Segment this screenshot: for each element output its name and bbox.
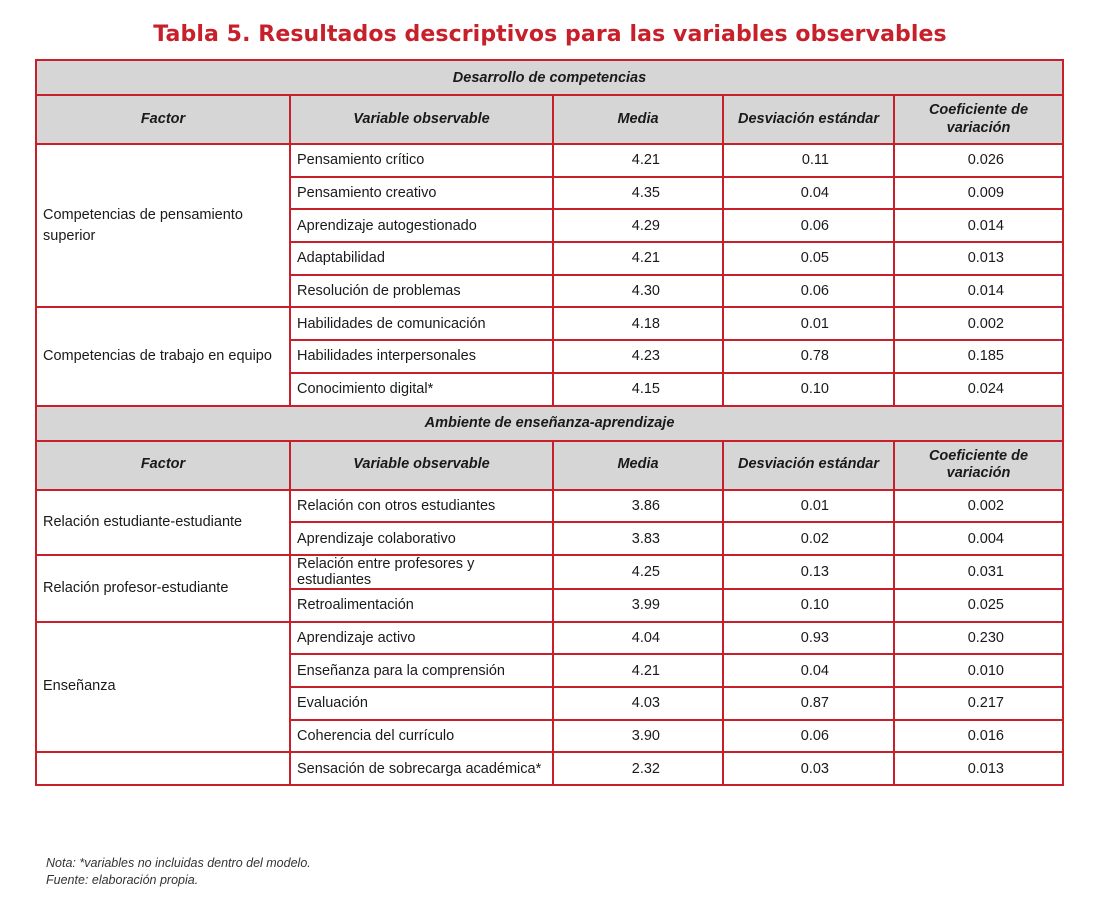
cv-cell: 0.004 <box>894 522 1063 555</box>
results-table-body <box>36 60 1063 785</box>
factor-cell: Competencias de trabajo en equipo <box>36 307 290 405</box>
media-cell: 3.86 <box>553 490 723 523</box>
media-cell: 4.21 <box>553 144 723 177</box>
variable-header: Variable observable <box>290 441 553 490</box>
cv-cell: 0.024 <box>894 373 1063 406</box>
variable-cell: Habilidades interpersonales <box>290 340 553 373</box>
table-row <box>36 307 1063 340</box>
variable-cell: Adaptabilidad <box>290 242 553 275</box>
media-cell: 4.30 <box>553 275 723 308</box>
cv-header: Coeficiente de variación <box>894 441 1063 490</box>
table-row <box>36 752 1063 785</box>
cv-cell: 0.010 <box>894 654 1063 687</box>
factor-header: Factor <box>36 95 290 144</box>
variable-cell: Coherencia del currículo <box>290 720 553 753</box>
variable-cell: Pensamiento creativo <box>290 177 553 210</box>
variable-cell: Aprendizaje activo <box>290 622 553 655</box>
table-row <box>36 622 1063 655</box>
variable-cell: Relación entre profesores y estudiantes <box>290 555 553 589</box>
section-title: Ambiente de enseñanza-aprendizaje <box>36 406 1063 441</box>
variable-cell: Relación con otros estudiantes <box>290 490 553 523</box>
cv-cell: 0.185 <box>894 340 1063 373</box>
variable-cell: Pensamiento crítico <box>290 144 553 177</box>
cv-header: Coeficiente de variación <box>894 95 1063 144</box>
sd-cell: 0.06 <box>723 275 894 308</box>
variable-cell: Enseñanza para la comprensión <box>290 654 553 687</box>
media-cell: 2.32 <box>553 752 723 785</box>
sd-cell: 0.04 <box>723 654 894 687</box>
factor-cell: Relación estudiante-estudiante <box>36 490 290 555</box>
section-header-row <box>36 406 1063 441</box>
table-row <box>36 490 1063 523</box>
variable-cell: Sensación de sobrecarga académica* <box>290 752 553 785</box>
variable-cell: Aprendizaje autogestionado <box>290 209 553 242</box>
table-row <box>36 555 1063 589</box>
media-cell: 4.29 <box>553 209 723 242</box>
cv-cell: 0.031 <box>894 555 1063 589</box>
media-cell: 4.04 <box>553 622 723 655</box>
variable-cell: Habilidades de comunicación <box>290 307 553 340</box>
section-header-row <box>36 60 1063 95</box>
sd-cell: 0.06 <box>723 720 894 753</box>
sd-header: Desviación estándar <box>723 441 894 490</box>
variable-cell: Evaluación <box>290 687 553 720</box>
sd-cell: 0.02 <box>723 522 894 555</box>
cv-cell: 0.014 <box>894 209 1063 242</box>
results-table <box>35 59 1064 786</box>
media-cell: 4.03 <box>553 687 723 720</box>
variable-cell: Retroalimentación <box>290 589 553 622</box>
note-text: Nota: *variables no incluidas dentro del modelo. <box>46 856 311 870</box>
cv-cell: 0.009 <box>894 177 1063 210</box>
cv-cell: 0.026 <box>894 144 1063 177</box>
media-cell: 3.99 <box>553 589 723 622</box>
cv-cell: 0.002 <box>894 307 1063 340</box>
media-cell: 4.25 <box>553 555 723 589</box>
column-header-row <box>36 95 1063 144</box>
media-cell: 4.23 <box>553 340 723 373</box>
media-header: Media <box>553 95 723 144</box>
variable-cell: Aprendizaje colaborativo <box>290 522 553 555</box>
media-cell: 3.90 <box>553 720 723 753</box>
sd-cell: 0.04 <box>723 177 894 210</box>
column-header-row <box>36 441 1063 490</box>
sd-cell: 0.93 <box>723 622 894 655</box>
sd-cell: 0.87 <box>723 687 894 720</box>
factor-header: Factor <box>36 441 290 490</box>
media-cell: 4.18 <box>553 307 723 340</box>
media-header: Media <box>553 441 723 490</box>
sd-cell: 0.01 <box>723 490 894 523</box>
sd-cell: 0.13 <box>723 555 894 589</box>
factor-cell: Enseñanza <box>36 622 290 753</box>
variable-header: Variable observable <box>290 95 553 144</box>
cv-cell: 0.025 <box>894 589 1063 622</box>
table-title: Tabla 5. Resultados descriptivos para las variables observables <box>153 22 947 47</box>
section-title: Desarrollo de competencias <box>36 60 1063 95</box>
media-cell: 4.35 <box>553 177 723 210</box>
variable-cell: Resolución de problemas <box>290 275 553 308</box>
cv-cell: 0.014 <box>894 275 1063 308</box>
media-cell: 3.83 <box>553 522 723 555</box>
sd-cell: 0.05 <box>723 242 894 275</box>
cv-cell: 0.230 <box>894 622 1063 655</box>
factor-cell: Competencias de pensamiento superior <box>36 144 290 307</box>
table-notes <box>46 855 311 889</box>
cv-cell: 0.217 <box>894 687 1063 720</box>
sd-cell: 0.06 <box>723 209 894 242</box>
sd-cell: 0.03 <box>723 752 894 785</box>
media-cell: 4.21 <box>553 654 723 687</box>
media-cell: 4.15 <box>553 373 723 406</box>
cv-cell: 0.013 <box>894 242 1063 275</box>
sd-cell: 0.10 <box>723 589 894 622</box>
cv-cell: 0.016 <box>894 720 1063 753</box>
media-cell: 4.21 <box>553 242 723 275</box>
sd-cell: 0.11 <box>723 144 894 177</box>
cv-cell: 0.013 <box>894 752 1063 785</box>
sd-cell: 0.78 <box>723 340 894 373</box>
cv-cell: 0.002 <box>894 490 1063 523</box>
table-row <box>36 144 1063 177</box>
sd-cell: 0.01 <box>723 307 894 340</box>
sd-header: Desviación estándar <box>723 95 894 144</box>
factor-cell <box>36 752 290 785</box>
variable-cell: Conocimiento digital* <box>290 373 553 406</box>
sd-cell: 0.10 <box>723 373 894 406</box>
source-text: Fuente: elaboración propia. <box>46 872 199 887</box>
factor-cell: Relación profesor-estudiante <box>36 555 290 622</box>
